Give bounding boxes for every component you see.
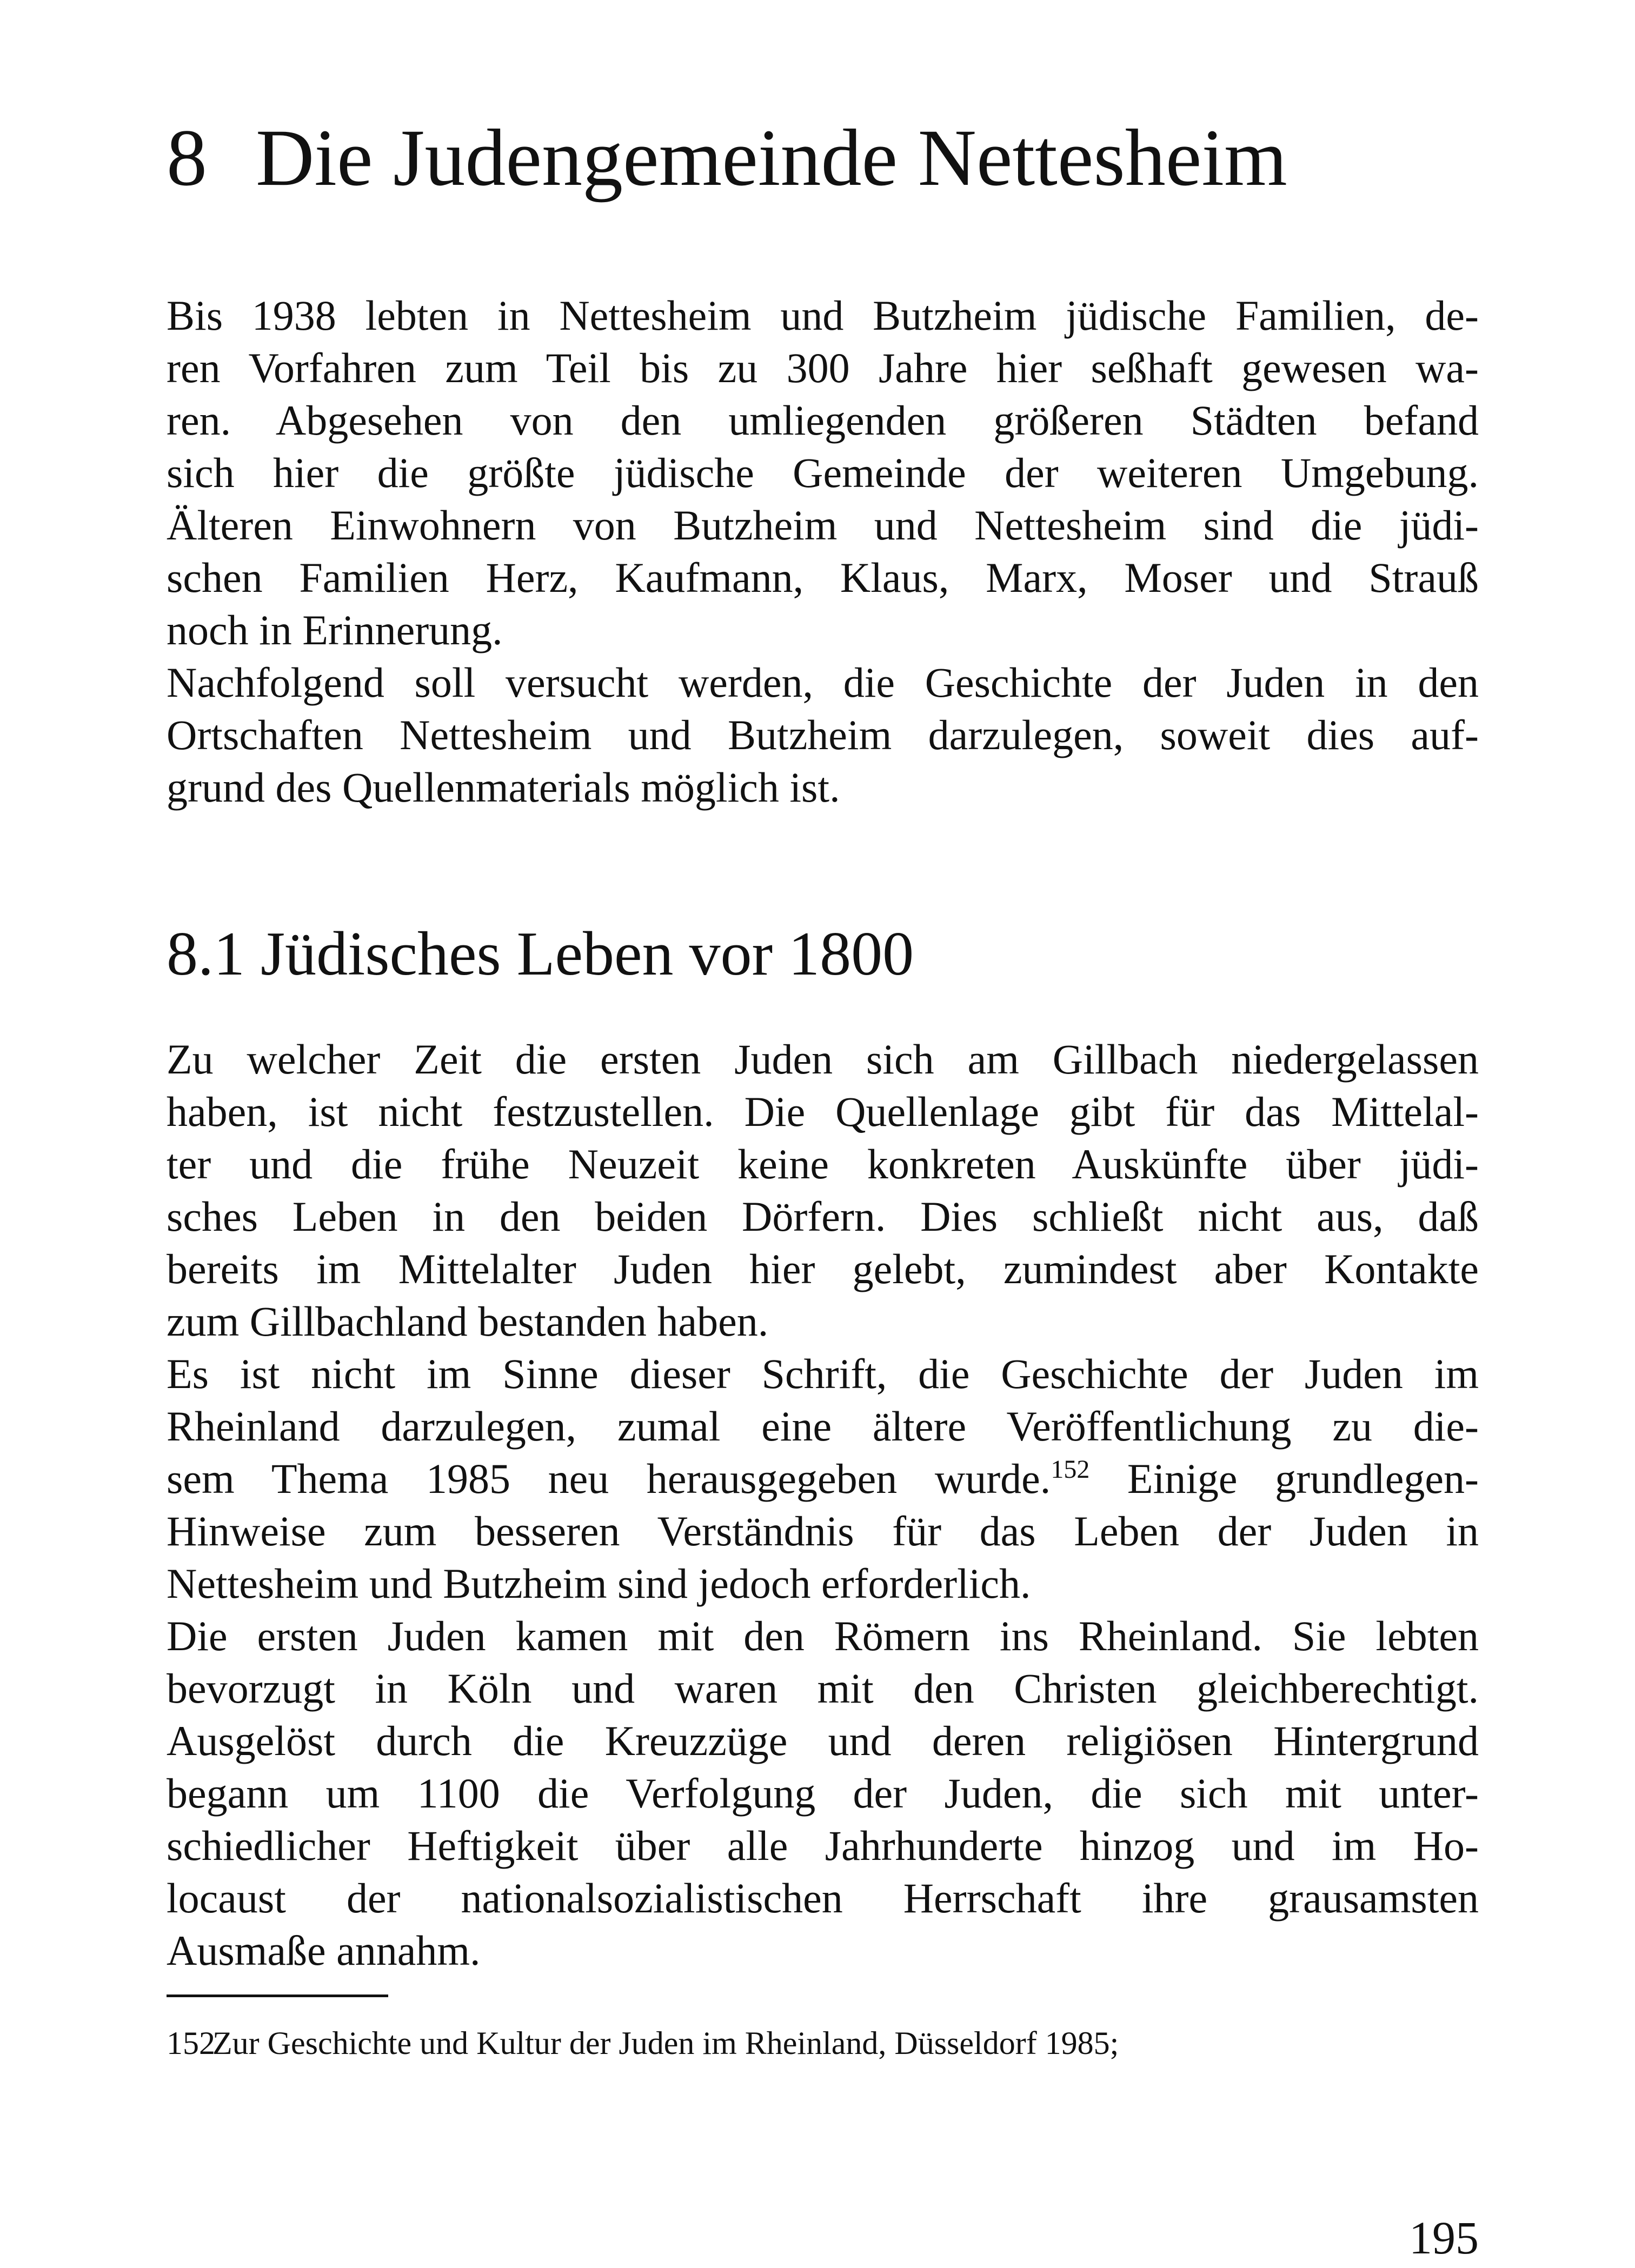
chapter-number: 8 <box>167 113 207 203</box>
text-line: ter und die frühe Neuzeit keine konkreten Auskünfte über jüdi- <box>167 1140 1479 1188</box>
text-line: zum Gillbachland bestanden haben. <box>167 1298 769 1345</box>
text-line: noch in Erinnerung. <box>167 606 503 653</box>
text-line: ren Vorfahren zum Teil bis zu 300 Jahre hier seßhaft gewesen wa- <box>167 344 1479 391</box>
section-paragraph <box>167 1033 1479 1977</box>
footnote-reference[interactable]: 152 <box>1051 1455 1090 1484</box>
text-line: Ausmaße annahm. <box>167 1927 481 1974</box>
text-line: Die ersten Juden kamen mit den Römern ins Rheinland. Sie lebten <box>167 1612 1479 1659</box>
footnote-divider <box>167 1994 388 1997</box>
text-line: Ortschaften Nettesheim und Butzheim darzulegen, soweit dies auf- <box>167 711 1479 758</box>
chapter-title: Die Judengemeinde Nettesheim <box>256 113 1287 203</box>
text-line: locaust der nationalsozialistischen Herrschaft ihre grausamsten <box>167 1875 1479 1922</box>
text-line: begann um 1100 die Verfolgung der Juden, die sich mit unter- <box>167 1770 1479 1817</box>
text-line: Es ist nicht im Sinne dieser Schrift, die Geschichte der Juden im <box>167 1350 1479 1397</box>
text-line: Rheinland darzulegen, zumal eine ältere Veröffentlichung zu die- <box>167 1403 1479 1450</box>
text-line: ren. Abgesehen von den umliegenden größeren Städten befand <box>167 397 1479 444</box>
text-line: Nachfolgend soll versucht werden, die Geschichte der Juden in den <box>167 659 1479 706</box>
text-line: Zu welcher Zeit die ersten Juden sich am Gillbach niedergelassen <box>167 1036 1479 1083</box>
text-line: haben, ist nicht festzustellen. Die Quellenlage gibt für das Mittelal- <box>167 1088 1479 1135</box>
page-number: 195 <box>1409 2212 1479 2264</box>
text-line: bevorzugt in Köln und waren mit den Christen gleichberechtigt. <box>167 1665 1479 1712</box>
text-line: schiedlicher Heftigkeit über alle Jahrhunderte hinzog und im Ho- <box>167 1822 1479 1869</box>
text-line: sches Leben in den beiden Dörfern. Dies schließt nicht aus, daß <box>167 1193 1479 1240</box>
text-line-with-footnote <box>167 1452 1479 1505</box>
text-line: Bis 1938 lebten in Nettesheim und Butzheim jüdische Familien, de- <box>167 292 1479 339</box>
intro-paragraph <box>167 289 1479 813</box>
footnote-number: 152 <box>167 2025 215 2061</box>
chapter-heading <box>167 115 1287 201</box>
text-segment: Einige grundlegen- <box>1089 1455 1479 1502</box>
text-line: Nettesheim und Butzheim sind jedoch erforderlich. <box>167 1560 1031 1607</box>
text-line: Älteren Einwohnern von Butzheim und Nettesheim sind die jüdi- <box>167 502 1479 549</box>
text-line: sich hier die größte jüdische Gemeinde der weiteren Umgebung. <box>167 449 1479 496</box>
text-line: Ausgelöst durch die Kreuzzüge und deren religiösen Hintergrund <box>167 1717 1479 1764</box>
text-line: grund des Quellenmaterials möglich ist. <box>167 764 840 811</box>
footnote <box>167 2024 1119 2062</box>
section-heading: 8.1 Jüdisches Leben vor 1800 <box>167 919 914 989</box>
text-line: bereits im Mittelalter Juden hier gelebt, zumindest aber Kontakte <box>167 1245 1479 1292</box>
text-segment: sem Thema 1985 neu herausgegeben wurde. <box>167 1455 1051 1502</box>
footnote-text: Zur Geschichte und Kultur der Juden im Rheinland, Düsseldorf 1985; <box>212 2025 1119 2061</box>
text-line: schen Familien Herz, Kaufmann, Klaus, Marx, Moser und Strauß <box>167 554 1479 601</box>
text-line: Hinweise zum besseren Verständnis für das Leben der Juden in <box>167 1507 1479 1555</box>
